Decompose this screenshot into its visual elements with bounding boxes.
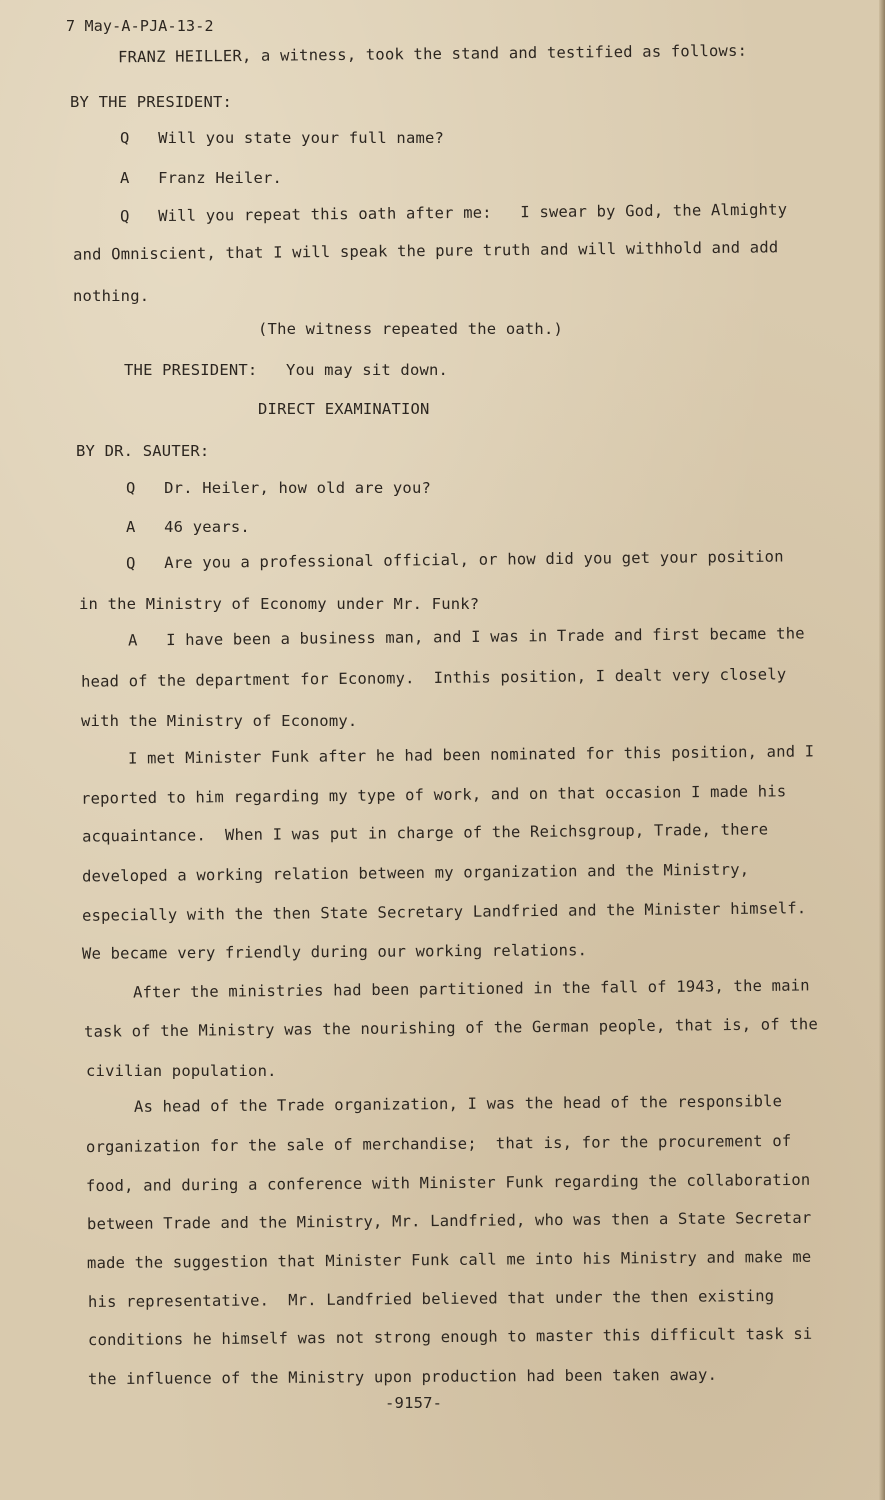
text-line-25: After the ministries had been partitioned in the fall of 1943, the main xyxy=(132,976,810,1002)
text-line-3: Q Will you state your full name? xyxy=(120,129,445,147)
text-line-21: acquaintance. When I was put in charge of the Reichsgroup, Trade, there xyxy=(81,820,769,846)
text-line-8: (The witness repeated the oath.) xyxy=(258,320,564,338)
section-heading: DIRECT EXAMINATION xyxy=(258,400,430,418)
text-line-23: especially with the then State Secretary Landfried and the Minister himself. xyxy=(81,899,807,925)
text-line-28: As head of the Trade organization, I was the head of the responsible xyxy=(133,1092,783,1116)
text-line-18: with the Ministry of Economy. xyxy=(81,712,358,730)
text-line-22: developed a working relation between my organization and the Ministry, xyxy=(81,860,750,886)
text-line-27: civilian population. xyxy=(86,1062,277,1080)
text-line-15: in the Ministry of Economy under Mr. Funk? xyxy=(79,595,480,613)
text-line-7: nothing. xyxy=(73,287,150,305)
text-line-6: and Omniscient, that I will speak the pure truth and will withhold and add xyxy=(72,238,779,264)
text-line-17: head of the department for Economy. Inthis position, I dealt very closely xyxy=(80,665,787,691)
text-line-24: We became very friendly during our working relations. xyxy=(81,941,588,963)
page-edge-shadow xyxy=(879,0,885,1500)
text-line-31: between Trade and the Ministry, Mr. Landfried, who was then a State Secretar xyxy=(86,1208,812,1234)
text-line-19: I met Minister Funk after he had been nominated for this position, and I xyxy=(127,742,815,768)
text-line-20: reported to him regarding my type of work, and on that occasion I made his xyxy=(80,782,787,808)
text-line-30: food, and during a conference with Minister Funk regarding the collaboration xyxy=(85,1170,811,1196)
text-line-33: his representative. Mr. Landfried believed that under the then existing xyxy=(87,1287,775,1311)
text-line-12: Q Dr. Heiler, how old are you? xyxy=(126,479,432,497)
text-line-29: organization for the sale of merchandise; that is, for the procurement of xyxy=(85,1131,792,1157)
text-line-35: the influence of the Ministry upon production had been taken away. xyxy=(87,1365,718,1389)
text-line-5: Q Will you repeat this oath after me: I swear by God, the Almighty xyxy=(119,200,788,226)
header-code: 7 May-A-PJA-13-2 xyxy=(66,17,214,35)
text-line-14: Q Are you a professional official, or how did you get your position xyxy=(125,547,784,573)
text-line-9: THE PRESIDENT: You may sit down. xyxy=(124,361,449,379)
text-line-1: FRANZ HEILLER, a witness, took the stand and testified as follows: xyxy=(117,41,748,67)
text-line-26: task of the Ministry was the nourishing of the German people, that is, of the xyxy=(83,1015,819,1041)
text-line-16: A I have been a business man, and I was in Trade and first became the xyxy=(127,624,805,650)
text-line-2: BY THE PRESIDENT: xyxy=(70,93,233,111)
text-line-32: made the suggestion that Minister Funk call me into his Ministry and make me xyxy=(86,1247,812,1273)
text-line-4: A Franz Heiler. xyxy=(120,169,283,187)
text-line-34: conditions he himself was not strong enough to master this difficult task si xyxy=(87,1324,813,1350)
text-line-13: A 46 years. xyxy=(126,518,250,536)
text-line-11: BY DR. SAUTER: xyxy=(76,442,210,460)
page-number: -9157- xyxy=(385,1394,443,1412)
